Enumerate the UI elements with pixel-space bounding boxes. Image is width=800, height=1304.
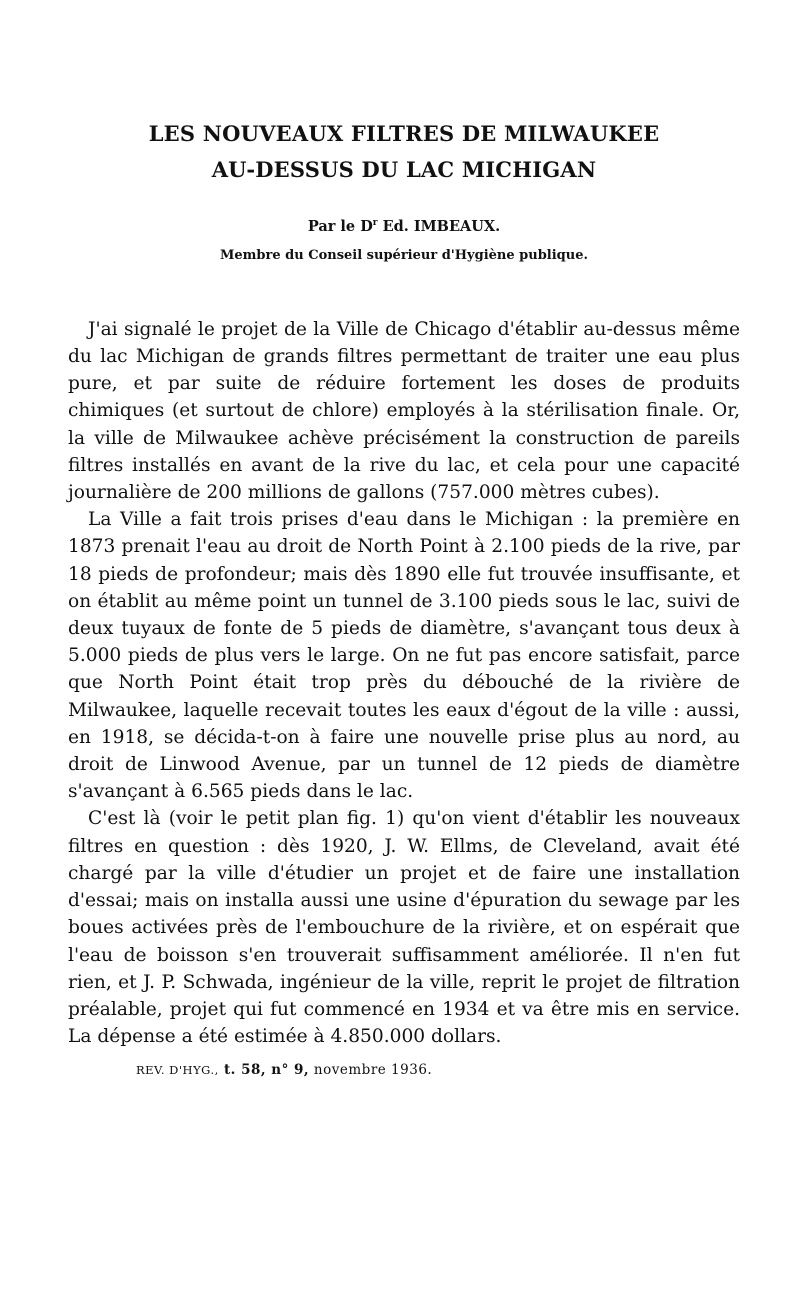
- journal-reference: [68, 1060, 740, 1080]
- paragraph-1: J'ai signalé le projet de la Ville de Chicago d'établir au-dessus même du lac Michigan de grands filtres permettant de traiter une eau plus pure, et par suite de réduire fortement les doses de produits chimiques (et surtout de chlore) employés à la stérilisation finale. Or, la ville de Milwaukee achève précisément la construction de pareils filtres installés en avant de la rive du lac, et cela pour une capacité journalière de 200 millions de gallons (757.000 mètres cubes).: [68, 318, 740, 504]
- paragraph-3: C'est là (voir le petit plan fig. 1) qu'on vient d'établir les nouveaux filtres en question : dès 1920, J. W. Ellms, de Cleveland, avait été chargé par la ville d'étudier un projet et de faire une installation d'essai; mais on installa aussi une usine d'épuration du sewage par les boues activées près de l'embouchure de la rivière, et on espérait que l'eau de boisson s'en trouverait suffisamment améliorée. Il n'en fut rien, et J. P. Schwada, ingénieur de la ville, reprit le projet de filtration préalable, projet qui fut commencé en 1934 et va être mis en service. La dépense a été estimée à 4.850.000 dollars.: [68, 808, 740, 1048]
- paragraph-2: La Ville a fait trois prises d'eau dans le Michigan : la première en 1873 prenait l'eau au droit de North Point à 2.100 pieds de la rive, par 18 pieds de profondeur; mais dès 1890 elle fut trouvée insuffisante, et on établit au même point un tunnel de 3.100 pieds sous le lac, suivi de deux tuyaux de fonte de 5 pieds de diamètre, s'avançant tous deux à 5.000 pieds de plus vers le large. On ne fut pas encore satisfait, parce que North Point était trop près du débouché de la rivière de Milwaukee, laquelle recevait toutes les eaux d'égout de la ville : aussi, en 1918, se décida-t-on à faire une nouvelle prise plus au nord, au droit de Linwood Avenue, par un tunnel de 12 pieds de diamètre s'avançant à 6.565 pieds dans le lac.: [68, 509, 740, 803]
- author-title-superscript: r: [372, 218, 378, 228]
- author-affiliation: Membre du Conseil supérieur d'Hygiène publique.: [220, 247, 588, 263]
- journal-tome: t. 58,: [218, 1062, 267, 1079]
- author-prefix: Par le D: [307, 217, 373, 235]
- document-page: [68, 116, 740, 1080]
- article-body: [68, 316, 740, 1050]
- journal-number: n° 9,: [266, 1062, 310, 1079]
- author-name: Ed. IMBEAUX.: [377, 217, 501, 235]
- journal-name: REV. D'HYG.,: [136, 1063, 219, 1078]
- article-title: [68, 116, 740, 188]
- title-line-2: AU-DESSUS DU LAC MICHIGAN: [211, 157, 597, 182]
- author-line: [68, 212, 740, 238]
- journal-date: novembre 1936.: [309, 1062, 433, 1079]
- title-line-1: LES NOUVEAUX FILTRES DE MILWAUKEE: [148, 121, 660, 146]
